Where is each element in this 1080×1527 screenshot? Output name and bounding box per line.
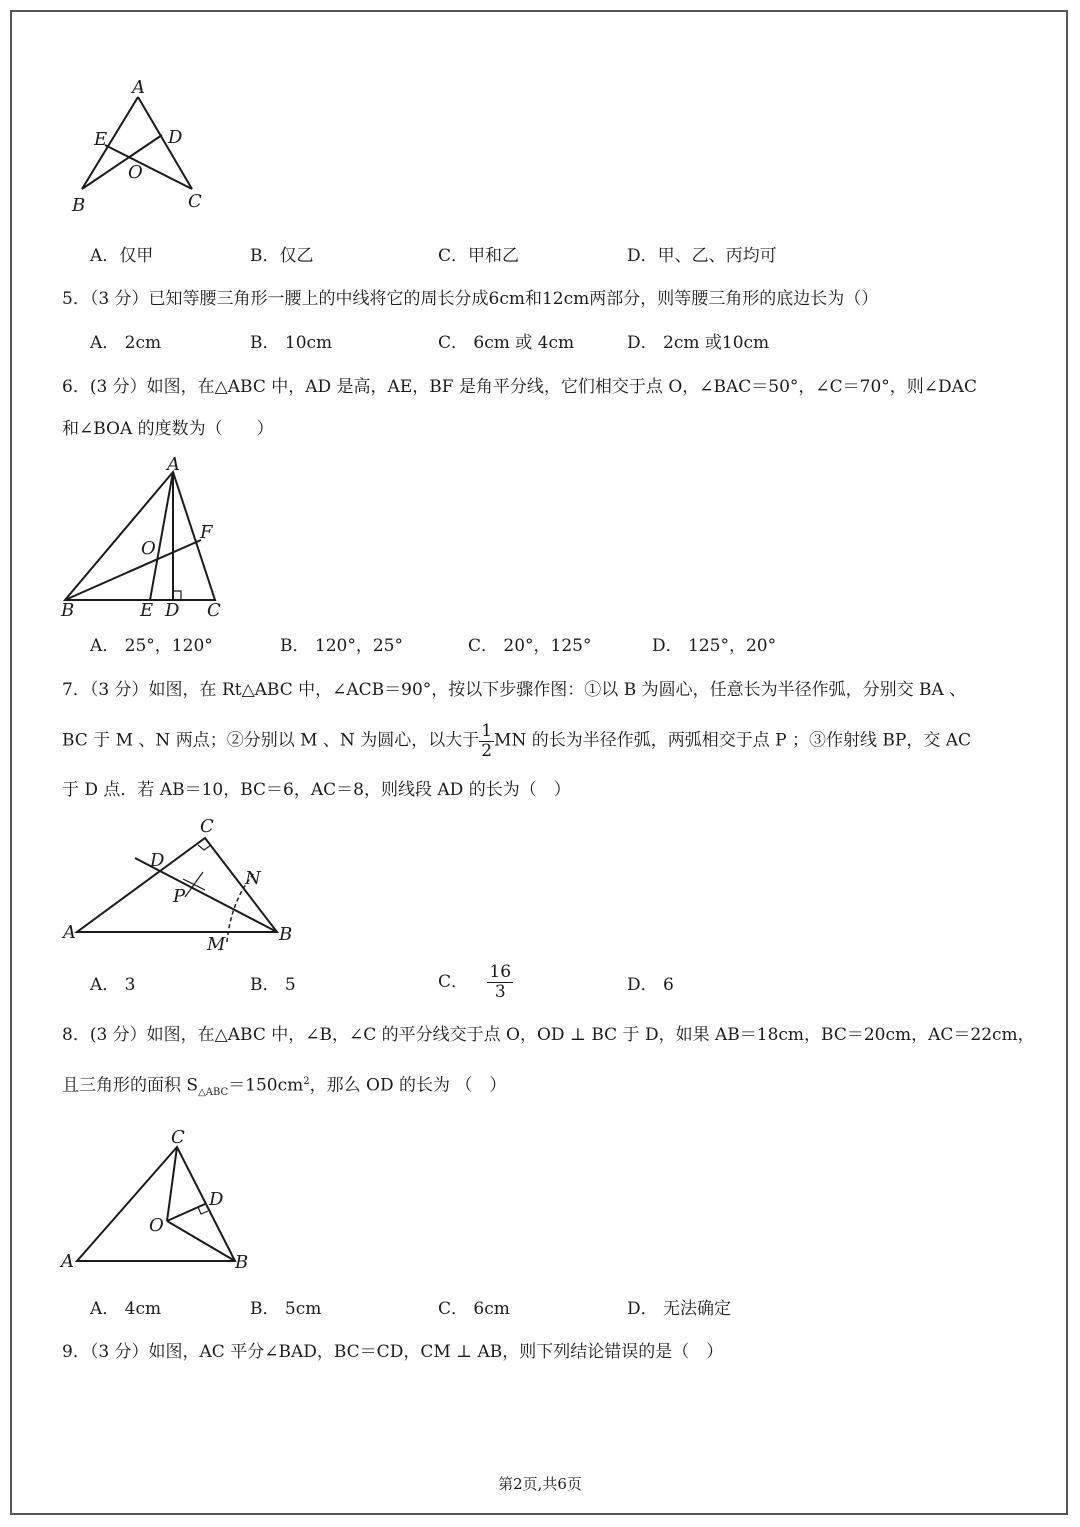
q7-label-N: N [245, 868, 261, 889]
q8-stem-line-2 [62, 1077, 506, 1098]
q5-stem: 5．（3 分）已知等腰三角形一腰上的中线将它的周长分成6cm和12cm两部分，则等腰三角形的底边长为（） [62, 289, 879, 309]
q8-superscript: 2 [303, 1076, 310, 1087]
q7-stem-line-2-a: BC 于 M 、N 两点；②分别以 M 、N 为圆心，以大于 [62, 730, 480, 751]
q6-label-O: O [141, 538, 156, 559]
q7-figure [55, 812, 305, 957]
q5-option-c: C． 6cm 或 4cm [438, 333, 575, 353]
page-border [10, 10, 1068, 1515]
q8-stem-line-2-b: ＝150cm [228, 1075, 304, 1096]
q8-label-D: D [209, 1189, 224, 1210]
q7-stem-line-2-b: MN 的长为半径作弧，两弧相交于点 P ；③作射线 BP，交 AC [494, 730, 972, 751]
q4-label-B: B [72, 195, 86, 216]
q7-stem-line-3: 于 D 点．若 AB＝10，BC＝6，AC＝8，则线段 AD 的长为（ ） [62, 780, 571, 800]
q4-option-b: B．仅乙 [250, 246, 314, 266]
q7-label-P: P [173, 886, 186, 907]
q8-stem-line-2-c: ，那么 OD 的长为 （ ） [309, 1075, 507, 1096]
q4-option-c: C．甲和乙 [438, 246, 520, 266]
q7-option-a: A． 3 [90, 975, 136, 995]
q4-label-C: C [188, 191, 202, 212]
q4-label-O: O [128, 162, 143, 183]
q7-label-D: D [150, 850, 165, 871]
q6-stem-line-2: 和∠BOA 的度数为（ ） [62, 419, 274, 439]
q7-option-c-label: C． [438, 972, 469, 992]
q4-option-d: D．甲、乙、丙均可 [627, 246, 777, 266]
q5-option-d: D． 2cm 或10cm [627, 333, 770, 353]
q8-label-C: C [171, 1127, 185, 1148]
q6-label-B: B [61, 600, 75, 621]
q8-figure [55, 1125, 275, 1275]
q7-fraction-numerator: 1 [481, 721, 493, 741]
q7-stem-line-1: 7．（3 分）如图，在 Rt△ABC 中，∠ACB＝90°，按以下步骤作图：①以 B 为圆心，任意长为半径作弧，分别交 BA 、 [62, 680, 967, 700]
q6-figure [55, 452, 235, 624]
q6-label-C: C [207, 600, 221, 621]
q7-option-b: B． 5 [250, 975, 296, 995]
q4-label-A: A [132, 77, 145, 98]
q8-stem-line-2-a: 且三角形的面积 S [62, 1075, 199, 1096]
q4-option-a: A．仅甲 [90, 246, 154, 266]
q4-label-E: E [94, 129, 108, 150]
q8-label-B: B [235, 1252, 249, 1273]
q8-label-A: A [61, 1251, 74, 1272]
q6-label-E: E [140, 600, 154, 621]
q8-option-b: B． 5cm [250, 1299, 322, 1319]
q9-stem: 9．（3 分）如图，AC 平分∠BAD，BC＝CD，CM ⊥ AB，则下列结论错误的是（ ） [62, 1342, 724, 1362]
q8-option-a: A． 4cm [90, 1299, 162, 1319]
page-footer: 第2页,共6页 [498, 1475, 582, 1493]
q5-option-a: A． 2cm [90, 333, 162, 353]
q6-option-d: D． 125°，20° [652, 636, 777, 656]
q7-label-C: C [200, 816, 214, 837]
q7-fraction-denominator: 2 [481, 740, 493, 761]
q8-subscript: △ABC [198, 1087, 229, 1099]
q5-option-b: B． 10cm [250, 333, 333, 353]
q6-option-a: A． 25°，120° [90, 636, 213, 656]
q6-label-A: A [167, 454, 180, 475]
q8-label-O: O [149, 1215, 164, 1236]
q6-stem-line-1: 6．(3 分）如图，在△ABC 中，AD 是高，AE，BF 是角平分线，它们相交于点 O，∠BAC＝50°，∠C＝70°，则∠DAC [62, 377, 977, 397]
q6-label-D: D [165, 600, 180, 621]
q4-label-D: D [168, 127, 183, 148]
q4-figure [60, 75, 220, 220]
q8-option-d: D． 无法确定 [627, 1299, 732, 1319]
q7-option-c-fraction [487, 963, 513, 1001]
q7-label-A: A [63, 922, 76, 943]
q7-label-B: B [279, 924, 293, 945]
q7-option-c-numerator: 16 [489, 962, 512, 983]
q7-option-d: D． 6 [627, 975, 674, 995]
q7-option-c-denominator: 3 [494, 982, 506, 1002]
q7-label-M: M [207, 934, 226, 955]
q6-option-b: B． 120°，25° [280, 636, 403, 656]
q7-option-c [438, 962, 513, 1002]
q7-stem-line-2 [62, 722, 971, 760]
q7-fraction [479, 722, 494, 760]
q8-stem-line-1: 8．(3 分）如图，在△ABC 中，∠B，∠C 的平分线交于点 O，OD ⊥ BC 于 D，如果 AB＝18cm，BC＝20cm，AC＝22cm， [62, 1025, 1035, 1045]
q6-label-F: F [200, 522, 213, 543]
q6-option-c: C． 20°，125° [468, 636, 592, 656]
q8-option-c: C． 6cm [438, 1299, 510, 1319]
